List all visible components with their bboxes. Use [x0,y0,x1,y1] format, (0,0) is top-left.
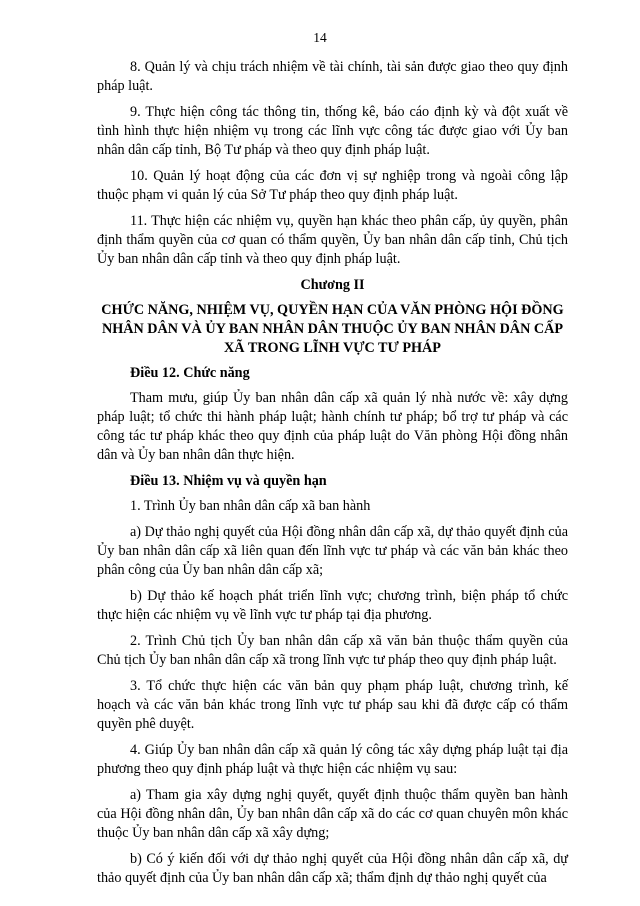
article-13-clause-1b: b) Dự thảo kế hoạch phát triển lĩnh vực; chương trình, biện pháp tổ chức thực hiện các nhiệm vụ về lĩnh vực tư pháp tại địa phương. [97,588,568,623]
article-12-text: Tham mưu, giúp Ủy ban nhân dân cấp xã quản lý nhà nước về: xây dựng pháp luật; tổ chức thi hành pháp luật; hành chính tư pháp; bổ trợ tư pháp và các công tác tư pháp khác theo quy định của pháp luật do Văn phòng Hội đồng nhân dân và Ủy ban nhân dân thực hiện. [97,390,568,463]
article-13-clause-3: 3. Tổ chức thực hiện các văn bản quy phạm pháp luật, chương trình, kế hoạch và các văn bản khác trong lĩnh vực tư pháp sau khi đã được cấp có thẩm quyền phê duyệt. [97,678,568,732]
chapter-label: Chương II [300,277,365,293]
article-13-clause-4: 4. Giúp Ủy ban nhân dân cấp xã quản lý công tác xây dựng pháp luật tại địa phương theo quy định pháp luật và thực hiện các nhiệm vụ sau: [97,742,568,777]
document-body [97,58,568,895]
article-13-clause-4b: b) Có ý kiến đối với dự thảo nghị quyết của Hội đồng nhân dân cấp xã, dự thảo quyết định của Ủy ban nhân dân cấp xã; thẩm định dự thảo nghị quyết của [97,851,568,886]
chapter-title: CHỨC NĂNG, NHIỆM VỤ, QUYỀN HẠN CỦA VĂN PHÒNG HỘI ĐỒNG NHÂN DÂN VÀ ỦY BAN NHÂN DÂN THUỘC ỦY BAN NHÂN DÂN CẤP XÃ TRONG LĨNH VỰC TƯ PHÁP [101,302,564,356]
page-number: 14 [313,30,327,45]
article-13-clause-1a: a) Dự thảo nghị quyết của Hội đồng nhân dân cấp xã, dự thảo quyết định của Ủy ban nhân dân cấp xã liên quan đến lĩnh vực tư pháp và các văn bản khác theo phân công của Ủy ban nhân dân cấp xã; [97,524,568,578]
paragraph-item-10: 10. Quản lý hoạt động của các đơn vị sự nghiệp trong và ngoài công lập thuộc phạm vi quản lý của Sở Tư pháp theo quy định pháp luật. [97,168,568,203]
article-13-clause-1: 1. Trình Ủy ban nhân dân cấp xã ban hành [130,498,371,514]
article-12-heading: Điều 12. Chức năng [130,365,250,381]
article-13-heading: Điều 13. Nhiệm vụ và quyền hạn [130,473,327,489]
article-13-clause-2: 2. Trình Chủ tịch Ủy ban nhân dân cấp xã văn bản thuộc thẩm quyền của Chủ tịch Ủy ban nhân dân cấp xã trong lĩnh vực tư pháp theo quy định pháp luật. [97,633,568,668]
paragraph-item-9: 9. Thực hiện công tác thông tin, thống kê, báo cáo định kỳ và đột xuất về tình hình thực hiện nhiệm vụ trong các lĩnh vực công tác được giao với Ủy ban nhân dân cấp tỉnh, Bộ Tư pháp và theo quy định pháp luật. [97,104,568,158]
article-13-clause-4a: a) Tham gia xây dựng nghị quyết, quyết định thuộc thẩm quyền ban hành của Hội đồng nhân dân, Ủy ban nhân dân cấp xã do các cơ quan chuyên môn khác thuộc Ủy ban nhân dân cấp xã xây dựng; [97,787,568,841]
paragraph-item-11: 11. Thực hiện các nhiệm vụ, quyền hạn khác theo phân cấp, ủy quyền, phân định thẩm quyền của cơ quan có thẩm quyền, Ủy ban nhân dân cấp tỉnh, Chủ tịch Ủy ban nhân dân cấp tỉnh và theo quy định pháp luật. [97,213,568,267]
paragraph-item-8: 8. Quản lý và chịu trách nhiệm về tài chính, tài sản được giao theo quy định pháp luật. [97,59,568,94]
